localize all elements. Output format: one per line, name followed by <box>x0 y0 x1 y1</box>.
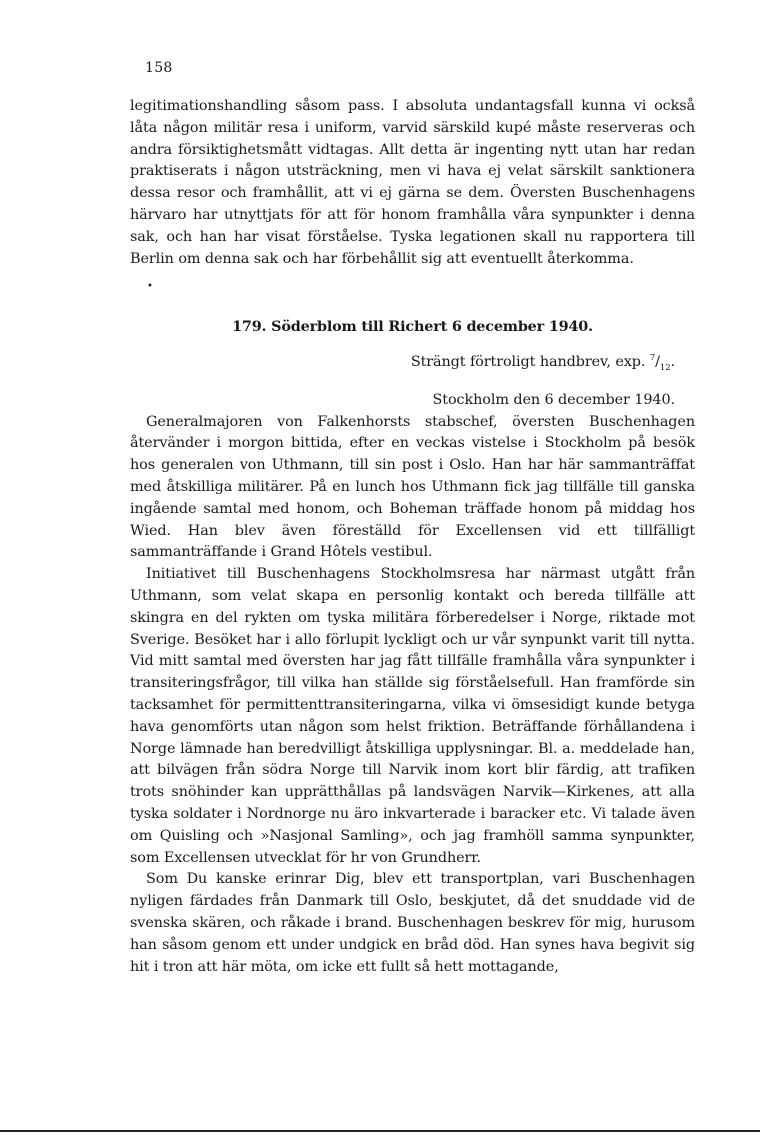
paragraph-body-2: Initiativet till Buschenhagens Stockholmsresa har närmast utgått från Uthmann, som velat skapa en personlig kontakt och bereda tillfälle att skingra en del rykten om tyska militära förberedelser i Norge, riktade mot Sverige. Besöket har i allo förlupit lyckligt och ur vår synpunkt varit till nytta. Vid mitt samtal med översten har jag fått tillfälle framhålla våra synpunkter i transiteringsfrågor, till vilka han ställde sig förståelsefull. Han framförde sin tacksamhet för permittenttransiteringarna, vilka vi ömsesidigt kunde betyga hava genomförts utan någon som helst friktion. Beträffande förhållandena i Norge lämnade han beredvilligt åtskilliga upplysningar. Bl. a. meddelade han, att bilvägen från södra Norge till Narvik inom kort blir färdig, att trafiken trots snöhinder kan upprätthållas på landsvägen Narvik—Kirkenes, att alla tyska soldater i Nordnorge nu äro inkvarterade i baracker etc. Vi talade även om Quisling och »Nasjonal Samling», och jag framhöll samma synpunkter, som Excellensen utvecklat för hr von Grundherr. <box>130 566 695 866</box>
classification-suffix: . <box>670 354 675 371</box>
dispatch-date-fraction: $^7/_{12}$ <box>649 353 671 374</box>
scan-bottom-edge <box>0 1130 760 1132</box>
document-page <box>130 60 695 978</box>
paragraph-continued: legitimationshandling såsom pass. I absoluta undantagsfall kunna vi också låta någon militär resa i uniform, varvid särskild kupé måste reserveras och andra försiktighetsmått vidtagas. Allt detta är ingenting nytt utan har redan praktiserats i någon utsträckning, men vi hava ej velat särskilt sanktionera dessa resor och framhållit, att vi ej gärna se dem. Översten Buschenhagens härvaro har utnyttjats för att för honom framhålla våra synpunkter i denna sak, och han har visat förståelse. Tyska legationen skall nu rapportera till Berlin om denna sak och har förbehållit sig att eventuellt återkomma. <box>130 98 695 267</box>
fraction-denominator: 12 <box>659 363 671 374</box>
section-heading: 179. Söderblom till Richert 6 december 1940. <box>232 318 593 336</box>
fraction-numerator: 7 <box>649 353 656 364</box>
place-date-line: Stockholm den 6 december 1940. <box>432 391 675 408</box>
paragraph-body-1: Generalmajoren von Falkenhorsts stabschef, översten Buschenhagen återvänder i morgon bittida, efter en veckas vistelse i Stockholm på besök hos generalen von Uthmann, till sin post i Oslo. Han har här sammanträffat med åtskilliga militärer. På en lunch hos Uthmann fick jag tillfälle till ganska ingående samtal med honom, och Boheman träffade honom på middag hos Wied. Han blev även föreställd för Excellensen vid ett tillfälligt sammanträffande i Grand Hôtels vestibul. <box>130 413 695 561</box>
paragraph-body-3: Som Du kanske erinrar Dig, blev ett transportplan, vari Buschenhagen nyligen färdades från Danmark till Oslo, beskjutet, då det snuddade vid de svenska skären, och råkade i brand. Buschenhagen beskrev för mig, hurusom han såsom genom ett under undgick en bråd död. Han synes hava begivit sig hit i tron att här möta, om icke ett fullt så hett mottagande, <box>130 871 695 975</box>
stray-mark: • <box>147 281 153 292</box>
classification-text: Strängt förtroligt handbrev, exp. <box>410 354 650 371</box>
letter-classification <box>130 348 675 379</box>
page-number: 158 <box>145 60 173 76</box>
